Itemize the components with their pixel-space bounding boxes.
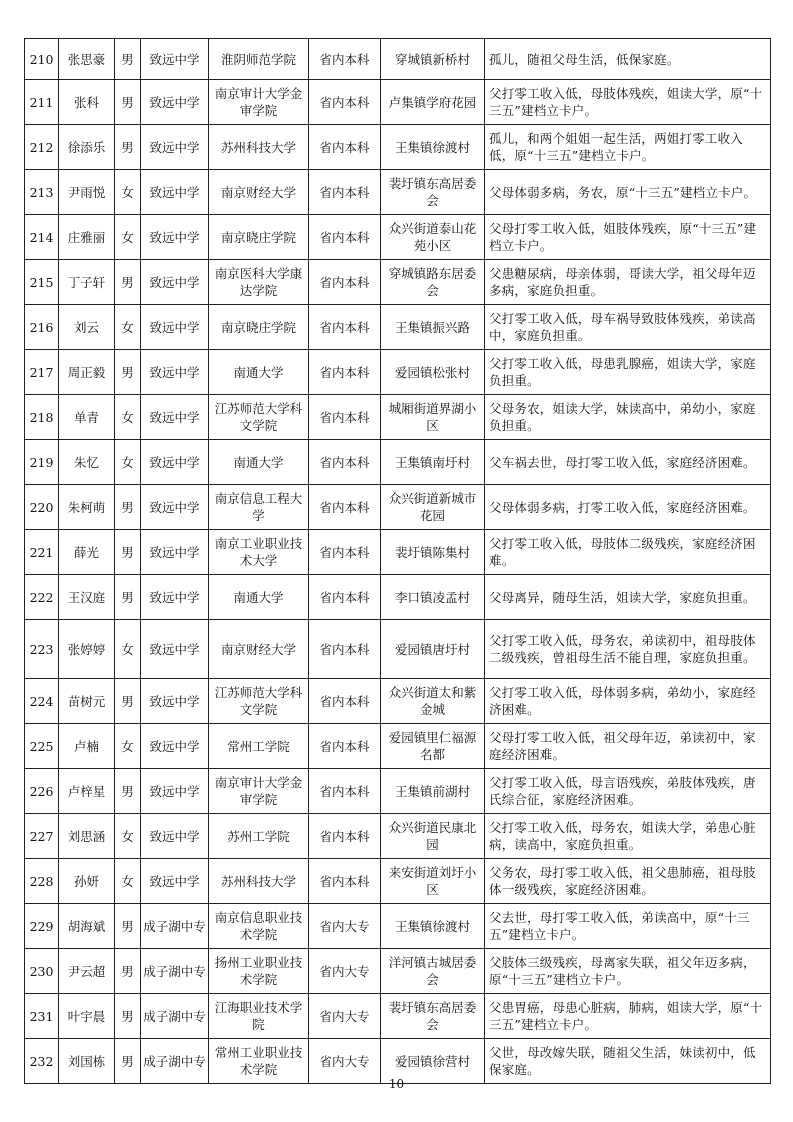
high-school-cell: 致远中学 [141,485,209,530]
student-name-cell: 张婷婷 [59,620,115,679]
row-number-cell: 220 [25,485,59,530]
home-address-cell: 众兴街道泰山花苑小区 [381,215,485,260]
college-cell: 南通大学 [209,350,309,395]
college-cell: 南京医科大学康达学院 [209,260,309,305]
gender-cell: 男 [115,1039,141,1084]
gender-cell: 男 [115,350,141,395]
gender-cell: 男 [115,485,141,530]
table-row [25,80,771,125]
admission-level-cell: 省内本科 [309,575,381,620]
gender-cell: 男 [115,39,141,80]
row-number-cell: 223 [25,620,59,679]
row-number-cell: 229 [25,904,59,949]
college-cell: 苏州科技大学 [209,859,309,904]
student-name-cell: 张思豪 [59,39,115,80]
admission-level-cell: 省内本科 [309,769,381,814]
admission-level-cell: 省内本科 [309,125,381,170]
row-number-cell: 222 [25,575,59,620]
home-address-cell: 裴圩镇东高居委会 [381,170,485,215]
home-address-cell: 裴圩镇陈集村 [381,530,485,575]
admission-level-cell: 省内本科 [309,814,381,859]
high-school-cell: 致远中学 [141,350,209,395]
table-row [25,215,771,260]
student-name-cell: 尹雨悦 [59,170,115,215]
gender-cell: 女 [115,215,141,260]
admission-level-cell: 省内大专 [309,904,381,949]
high-school-cell: 致远中学 [141,530,209,575]
family-situation-cell: 孤儿，和两个姐姐一起生活，两姐打零工收入低，原“十三五”建档立卡户。 [485,125,771,170]
admission-level-cell: 省内本科 [309,215,381,260]
row-number-cell: 225 [25,724,59,769]
row-number-cell: 231 [25,994,59,1039]
student-name-cell: 薛光 [59,530,115,575]
gender-cell: 女 [115,305,141,350]
student-name-cell: 朱忆 [59,440,115,485]
admission-level-cell: 省内大专 [309,994,381,1039]
student-name-cell: 苗树元 [59,679,115,724]
admission-level-cell: 省内本科 [309,679,381,724]
home-address-cell: 爱园镇里仁福源名都 [381,724,485,769]
family-situation-cell: 父母体弱多病，务农，原“十三五”建档立卡户。 [485,170,771,215]
admission-level-cell: 省内本科 [309,859,381,904]
home-address-cell: 来安街道刘圩小区 [381,859,485,904]
student-name-cell: 胡海斌 [59,904,115,949]
admission-level-cell: 省内本科 [309,305,381,350]
college-cell: 南京信息工程大学 [209,485,309,530]
gender-cell: 男 [115,260,141,305]
row-number-cell: 214 [25,215,59,260]
table-row [25,679,771,724]
gender-cell: 女 [115,395,141,440]
college-cell: 南京晓庄学院 [209,305,309,350]
home-address-cell: 洋河镇古城居委会 [381,949,485,994]
admission-level-cell: 省内本科 [309,620,381,679]
high-school-cell: 致远中学 [141,769,209,814]
high-school-cell: 致远中学 [141,724,209,769]
family-situation-cell: 父母打零工收入低，姐肢体残疾，原“十三五”建档立卡户。 [485,215,771,260]
admission-level-cell: 省内本科 [309,260,381,305]
row-number-cell: 212 [25,125,59,170]
family-situation-cell: 父打零工收入低，母言语残疾，弟肢体残疾，唐氏综合征，家庭经济困难。 [485,769,771,814]
family-situation-cell: 父打零工收入低，母务农，姐读大学，弟患心脏病，读高中，家庭负担重。 [485,814,771,859]
student-aid-table [24,38,771,1084]
home-address-cell: 王集镇振兴路 [381,305,485,350]
table-row [25,39,771,80]
family-situation-cell: 父患糖尿病，母亲体弱，哥读大学，祖父母年迈多病，家庭负担重。 [485,260,771,305]
row-number-cell: 210 [25,39,59,80]
table-row [25,769,771,814]
home-address-cell: 王集镇前湖村 [381,769,485,814]
home-address-cell: 爱园镇唐圩村 [381,620,485,679]
gender-cell: 女 [115,859,141,904]
student-name-cell: 刘云 [59,305,115,350]
table-row [25,260,771,305]
admission-level-cell: 省内本科 [309,170,381,215]
row-number-cell: 211 [25,80,59,125]
college-cell: 江苏师范大学科文学院 [209,679,309,724]
home-address-cell: 城厢街道界湖小区 [381,395,485,440]
student-name-cell: 叶宇晨 [59,994,115,1039]
row-number-cell: 226 [25,769,59,814]
high-school-cell: 致远中学 [141,620,209,679]
student-name-cell: 尹云超 [59,949,115,994]
gender-cell: 男 [115,679,141,724]
student-name-cell: 徐添乐 [59,125,115,170]
home-address-cell: 爱园镇徐营村 [381,1039,485,1084]
high-school-cell: 致远中学 [141,575,209,620]
family-situation-cell: 父打零工收入低，母务农，弟读初中，祖母肢体二级残疾，曾祖母生活不能自理，家庭负担重。 [485,620,771,679]
admission-level-cell: 省内本科 [309,80,381,125]
table-row [25,305,771,350]
high-school-cell: 成子湖中专 [141,949,209,994]
admission-level-cell: 省内本科 [309,440,381,485]
admission-level-cell: 省内本科 [309,350,381,395]
high-school-cell: 致远中学 [141,814,209,859]
family-situation-cell: 父肢体三级残疾，母离家失联，祖父年迈多病，原“十三五”建档立卡户。 [485,949,771,994]
student-name-cell: 刘思涵 [59,814,115,859]
row-number-cell: 219 [25,440,59,485]
home-address-cell: 众兴街道太和紫金城 [381,679,485,724]
high-school-cell: 致远中学 [141,80,209,125]
gender-cell: 男 [115,904,141,949]
student-name-cell: 庄雅丽 [59,215,115,260]
admission-level-cell: 省内本科 [309,530,381,575]
family-situation-cell: 父患胃癌，母患心脏病，肺病，姐读大学，原“十三五”建档立卡户。 [485,994,771,1039]
high-school-cell: 成子湖中专 [141,904,209,949]
gender-cell: 男 [115,994,141,1039]
family-situation-cell: 父打零工收入低，母肢体残疾，姐读大学，原“十三五”建档立卡户。 [485,80,771,125]
home-address-cell: 卢集镇学府花园 [381,80,485,125]
gender-cell: 男 [115,949,141,994]
admission-level-cell: 省内本科 [309,39,381,80]
table-row [25,724,771,769]
table-row [25,904,771,949]
college-cell: 南京财经大学 [209,170,309,215]
admission-level-cell: 省内大专 [309,1039,381,1084]
row-number-cell: 213 [25,170,59,215]
college-cell: 南京晓庄学院 [209,215,309,260]
table-row [25,395,771,440]
family-situation-cell: 父打零工收入低，母肢体二级残疾，家庭经济困难。 [485,530,771,575]
gender-cell: 女 [115,170,141,215]
student-name-cell: 王汉庭 [59,575,115,620]
student-name-cell: 刘国栋 [59,1039,115,1084]
row-number-cell: 232 [25,1039,59,1084]
college-cell: 南通大学 [209,440,309,485]
high-school-cell: 致远中学 [141,260,209,305]
family-situation-cell: 父车祸去世，母打零工收入低，家庭经济困难。 [485,440,771,485]
college-cell: 南京审计大学金审学院 [209,80,309,125]
high-school-cell: 致远中学 [141,395,209,440]
row-number-cell: 217 [25,350,59,395]
table-row [25,170,771,215]
gender-cell: 女 [115,814,141,859]
admission-level-cell: 省内大专 [309,949,381,994]
student-name-cell: 丁子轩 [59,260,115,305]
high-school-cell: 致远中学 [141,215,209,260]
high-school-cell: 致远中学 [141,859,209,904]
college-cell: 扬州工业职业技术学院 [209,949,309,994]
family-situation-cell: 父打零工收入低，母患乳腺癌，姐读大学，家庭负担重。 [485,350,771,395]
high-school-cell: 致远中学 [141,305,209,350]
admission-level-cell: 省内本科 [309,395,381,440]
table-row [25,949,771,994]
table-row [25,575,771,620]
row-number-cell: 221 [25,530,59,575]
family-situation-cell: 父母离异，随母生活，姐读大学，家庭负担重。 [485,575,771,620]
family-situation-cell: 父母体弱多病，打零工收入低，家庭经济困难。 [485,485,771,530]
row-number-cell: 215 [25,260,59,305]
student-name-cell: 卢楠 [59,724,115,769]
table-row [25,485,771,530]
student-name-cell: 卢梓星 [59,769,115,814]
row-number-cell: 228 [25,859,59,904]
student-name-cell: 张科 [59,80,115,125]
gender-cell: 女 [115,724,141,769]
high-school-cell: 致远中学 [141,170,209,215]
family-situation-cell: 父母打零工收入低，祖父母年迈，弟读初中，家庭经济困难。 [485,724,771,769]
family-situation-cell: 父去世，母打零工收入低，弟读高中，原“十三五”建档立卡户。 [485,904,771,949]
family-situation-cell: 父母务农，姐读大学，妹读高中，弟幼小，家庭负担重。 [485,395,771,440]
admission-level-cell: 省内本科 [309,485,381,530]
table-row [25,859,771,904]
high-school-cell: 致远中学 [141,125,209,170]
college-cell: 苏州科技大学 [209,125,309,170]
row-number-cell: 230 [25,949,59,994]
home-address-cell: 裴圩镇东高居委会 [381,994,485,1039]
gender-cell: 男 [115,80,141,125]
page-number: 10 [388,1077,405,1091]
family-situation-cell: 父务农，母打零工收入低，祖父患肺癌，祖母肢体一级残疾，家庭经济困难。 [485,859,771,904]
gender-cell: 男 [115,575,141,620]
family-situation-cell: 父世，母改嫁失联，随祖父生活，妹读初中，低保家庭。 [485,1039,771,1084]
admission-level-cell: 省内本科 [309,724,381,769]
college-cell: 江海职业技术学院 [209,994,309,1039]
family-situation-cell: 孤儿，随祖父母生活，低保家庭。 [485,39,771,80]
family-situation-cell: 父打零工收入低，母车祸导致肢体残疾，弟读高中，家庭负担重。 [485,305,771,350]
college-cell: 常州工学院 [209,724,309,769]
table-row [25,620,771,679]
row-number-cell: 227 [25,814,59,859]
college-cell: 南京信息职业技术学院 [209,904,309,949]
high-school-cell: 成子湖中专 [141,994,209,1039]
college-cell: 南京工业职业技术大学 [209,530,309,575]
table-row [25,530,771,575]
home-address-cell: 李口镇凌孟村 [381,575,485,620]
high-school-cell: 致远中学 [141,440,209,485]
home-address-cell: 穿城镇新桥村 [381,39,485,80]
high-school-cell: 致远中学 [141,679,209,724]
college-cell: 苏州工学院 [209,814,309,859]
gender-cell: 男 [115,125,141,170]
row-number-cell: 224 [25,679,59,724]
table-row [25,125,771,170]
home-address-cell: 穿城镇路东居委会 [381,260,485,305]
gender-cell: 男 [115,530,141,575]
home-address-cell: 众兴街道民康北园 [381,814,485,859]
student-name-cell: 孙妍 [59,859,115,904]
home-address-cell: 众兴街道新城市花园 [381,485,485,530]
home-address-cell: 王集镇徐渡村 [381,904,485,949]
high-school-cell: 致远中学 [141,39,209,80]
student-name-cell: 朱柯萌 [59,485,115,530]
home-address-cell: 王集镇南圩村 [381,440,485,485]
row-number-cell: 216 [25,305,59,350]
college-cell: 南京财经大学 [209,620,309,679]
row-number-cell: 218 [25,395,59,440]
home-address-cell: 王集镇徐渡村 [381,125,485,170]
home-address-cell: 爱园镇松张村 [381,350,485,395]
table-row [25,994,771,1039]
college-cell: 常州工业职业技术学院 [209,1039,309,1084]
student-name-cell: 周正毅 [59,350,115,395]
high-school-cell: 成子湖中专 [141,1039,209,1084]
table-row [25,350,771,395]
college-cell: 江苏师范大学科文学院 [209,395,309,440]
college-cell: 淮阴师范学院 [209,39,309,80]
gender-cell: 女 [115,620,141,679]
student-name-cell: 单青 [59,395,115,440]
family-situation-cell: 父打零工收入低，母体弱多病，弟幼小，家庭经济困难。 [485,679,771,724]
college-cell: 南京审计大学金审学院 [209,769,309,814]
gender-cell: 男 [115,769,141,814]
gender-cell: 女 [115,440,141,485]
table-row [25,814,771,859]
table-row [25,440,771,485]
college-cell: 南通大学 [209,575,309,620]
